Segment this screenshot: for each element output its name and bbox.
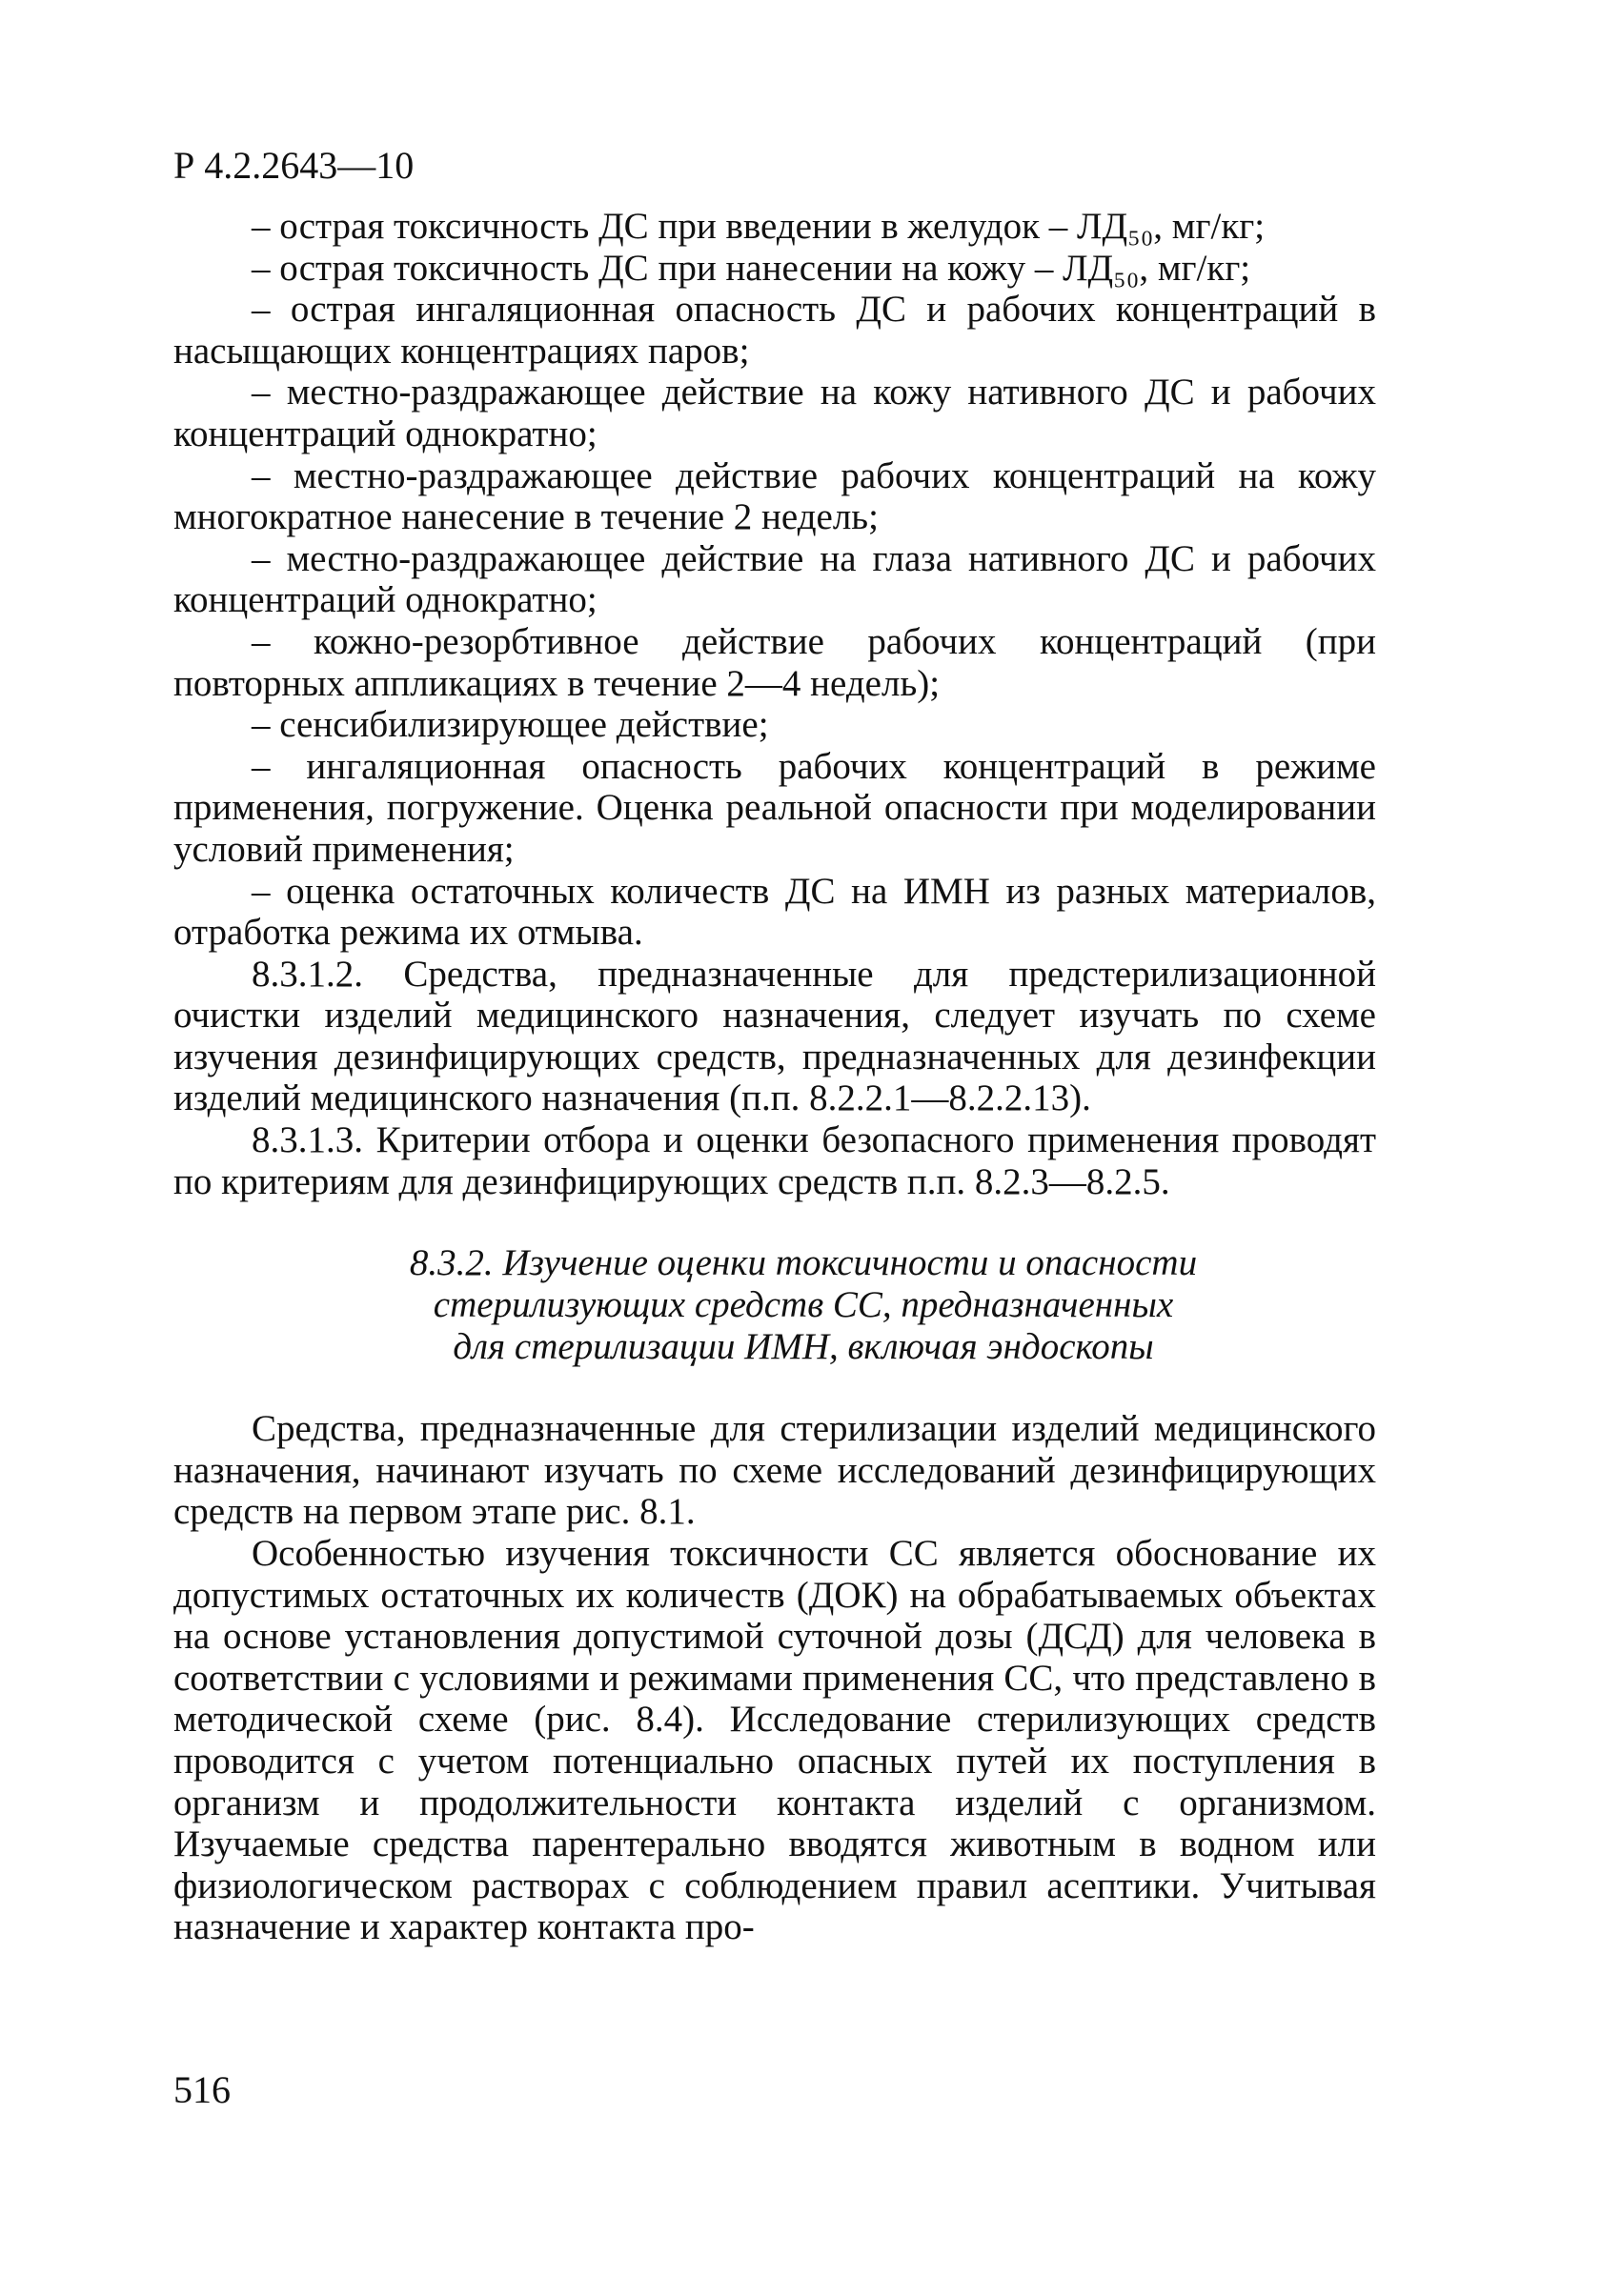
list-item: – острая токсичность ДС при нанесении на кожу – ЛД₅₀, мг/кг; xyxy=(252,247,1251,289)
document-page xyxy=(173,143,1376,1948)
document-code: Р 4.2.2643—10 xyxy=(173,144,415,187)
section-heading-8-3-2 xyxy=(231,1242,1376,1368)
list-item: – сенсибилизирующее действие; xyxy=(252,704,769,746)
list-item: – местно-раздражающее действие рабочих концентраций на кожу многократное нанесение в течение 2 недель; xyxy=(173,454,1376,538)
section-heading-line: стерилизующих средств СС, предназначенных xyxy=(433,1284,1174,1326)
hazard-list xyxy=(173,206,1376,954)
body-paragraph: Средства, предназначенные для стерилизации изделий медицинского назначения, начинают изучать по схеме исследований дезинфицирующих средств на первом этапе рис. 8.1. xyxy=(173,1408,1376,1533)
list-item: – острая токсичность ДС при введении в желудок – ЛД₅₀, мг/кг; xyxy=(252,206,1266,247)
paragraph-8-3-1-3: 8.3.1.3. Критерии отбора и оценки безопасного применения проводят по критериям для дезинфицирующих средств п.п. 8.2.3—8.2.5. xyxy=(173,1119,1376,1202)
list-item: – кожно-резорбтивное действие рабочих концентраций (при повторных аппликациях в течение 2—4 недель); xyxy=(173,620,1376,704)
section-heading-line: 8.3.2. Изучение оценки токсичности и опасности xyxy=(409,1242,1198,1284)
list-item: – оценка остаточных количеств ДС на ИМН из разных материалов, отработка режима их отмыва. xyxy=(173,870,1376,954)
page-number: 516 xyxy=(173,2068,231,2111)
list-item: – острая ингаляционная опасность ДС и рабочих концентраций в насыщающих концентрациях паров; xyxy=(173,289,1376,372)
body-paragraph: Особенностью изучения токсичности СС является обоснование их допустимых остаточных их количеств (ДОК) на обрабатываемых объектах на основе установления допустимой суточной дозы (ДСД) для человека в соответствии с условиями и режимами применения СС, что представлено в методической схеме (рис. 8.4). Исследование стерилизующих средств проводится с учетом потенциально опасных путей их поступления в организм и продолжительности контакта изделий с организмом. Изучаемые средства парентерально вводятся животным в водном или физиологическом растворах с соблюдением правил асептики. Учитывая назначение и характер контакта про- xyxy=(173,1533,1376,1948)
list-item: – местно-раздражающее действие на глаза нативного ДС и рабочих концентраций однократно; xyxy=(173,537,1376,621)
section-heading-line: для стерилизации ИМН, включая эндоскопы xyxy=(453,1326,1154,1368)
paragraph-8-3-1-2: 8.3.1.2. Средства, предназначенные для предстерилизационной очистки изделий медицинского назначения, следует изучать по схеме изучения дезинфицирующих средств, предназначенных для дезинфекции изделий медицинского назначения (п.п. 8.2.2.1—8.2.2.13). xyxy=(173,953,1376,1119)
list-item: – ингаляционная опасность рабочих концентраций в режиме применения, погружение. Оценка реальной опасности при моделировании условий применения; xyxy=(173,745,1376,870)
list-item: – местно-раздражающее действие на кожу нативного ДС и рабочих концентраций однократно; xyxy=(173,372,1376,454)
